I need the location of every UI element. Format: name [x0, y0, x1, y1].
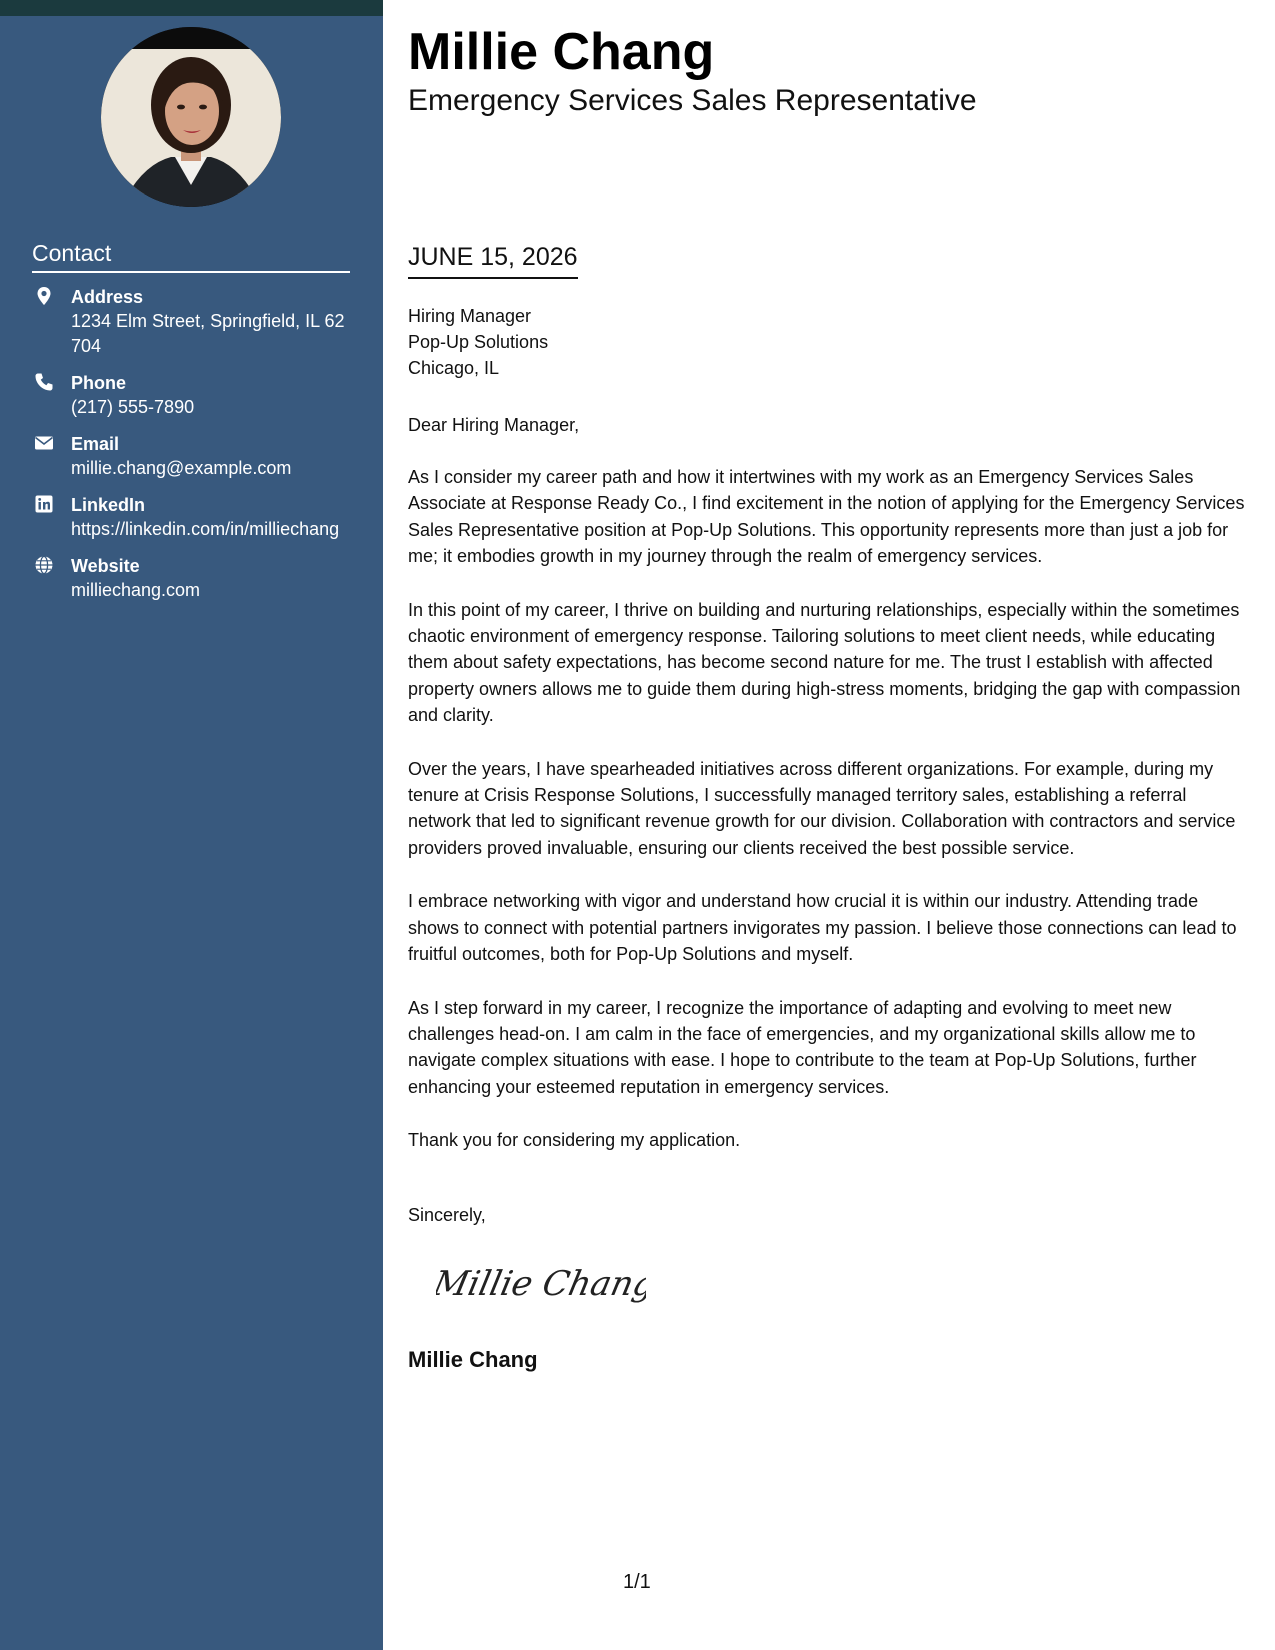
email-icon	[34, 433, 54, 453]
contact-list	[32, 285, 352, 615]
linkedin-value[interactable]: https://linkedin.com/in/milliechang	[71, 519, 340, 539]
globe-icon	[34, 555, 54, 575]
contact-phone	[32, 371, 352, 420]
contact-email	[32, 432, 352, 481]
contact-label: Email	[71, 434, 120, 454]
email-value[interactable]: millie.chang@example.com	[71, 458, 292, 478]
recipient-block	[408, 303, 548, 381]
contact-label: LinkedIn	[71, 495, 146, 515]
contact-label: Address	[71, 287, 144, 307]
location-pin-icon	[34, 286, 54, 306]
applicant-name: Millie Chang	[408, 23, 715, 81]
signed-name: Millie Chang	[408, 1347, 538, 1372]
profile-photo	[101, 27, 281, 207]
contact-label: Website	[71, 556, 140, 576]
letter-date: JUNE 15, 2026	[408, 243, 578, 279]
salutation: Dear Hiring Manager,	[408, 415, 580, 435]
contact-website	[32, 554, 352, 603]
recipient-line: Chicago, IL	[408, 358, 500, 378]
website-value[interactable]: milliechang.com	[71, 580, 201, 600]
handwritten-signature	[436, 1255, 646, 1309]
closing: Sincerely,	[408, 1205, 486, 1225]
contact-label: Phone	[71, 373, 127, 393]
contact-heading: Contact	[32, 240, 350, 273]
sidebar-top-bar	[0, 0, 383, 16]
contact-linkedin	[32, 493, 352, 542]
body-paragraph: Over the years, I have spearheaded initiatives across different organizations. For example, during my tenure at Crisis Response Solutions, I successfully managed territory sales, establishing a referral network that led to significant revenue growth for our division. Collaboration with contractors and service providers proved invaluable, ensuring our clients received the best possible service.	[408, 758, 1236, 858]
letter-body	[408, 464, 1248, 1181]
recipient-line: Pop-Up Solutions	[408, 332, 549, 352]
linkedin-icon	[34, 494, 54, 514]
page-number: 1/1	[623, 1571, 651, 1593]
contact-address	[32, 285, 352, 359]
address-value: 1234 Elm Street, Springfield, IL 62704	[71, 311, 345, 356]
body-paragraph: I embrace networking with vigor and understand how crucial it is within our industry. Attending trade shows to connect with potential partners invigorates my passion. I believe those connections can lead to fruitful outcomes, both for Pop-Up Solutions and myself.	[408, 891, 1237, 965]
body-paragraph: Thank you for considering my application.	[408, 1130, 741, 1151]
phone-value: (217) 555-7890	[71, 397, 195, 417]
body-paragraph: As I consider my career path and how it intertwines with my work as an Emergency Services Sales Associate at Response Ready Co., I find excitement in the notion of applying for the Emergency Services Sales Representative position at Pop-Up Solutions. This opportunity represents more than just a job for me; it embodies growth in my journey through the realm of emergency services.	[408, 467, 1245, 567]
svg-text:Millie Chang: Millie Chang	[436, 1264, 646, 1304]
recipient-line: Hiring Manager	[408, 306, 532, 326]
job-title: Emergency Services Sales Representative	[408, 84, 977, 117]
phone-icon	[34, 372, 54, 392]
sidebar	[0, 0, 383, 1650]
body-paragraph: As I step forward in my career, I recognize the importance of adapting and evolving to meet new challenges head-on. I am calm in the face of emergencies, and my organizational skills allow me to navigate complex situations with ease. I hope to contribute to the team at Pop-Up Solutions, further enhancing your esteemed reputation in emergency services.	[408, 997, 1197, 1097]
body-paragraph: In this point of my career, I thrive on building and nurturing relationships, especially within the sometimes chaotic environment of emergency response. Tailoring solutions to meet client needs, while educating them about safety expectations, has become second nature for me. The trust I establish with affected property owners allows me to guide them during high-stress moments, bridging the gap with compassion and clarity.	[408, 599, 1241, 726]
